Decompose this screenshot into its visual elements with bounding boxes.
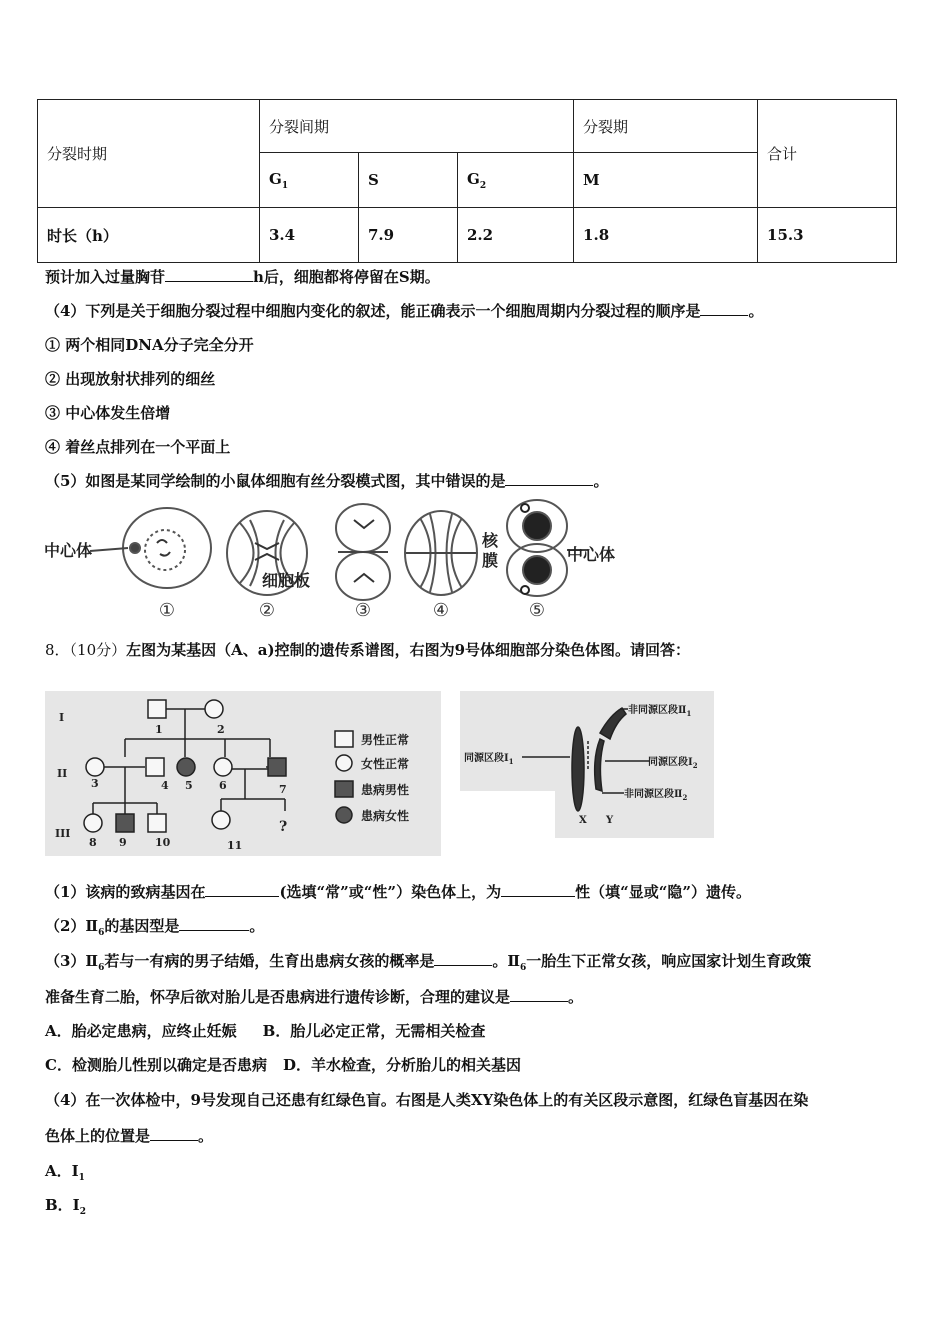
label-centrosome-left: 中心体 — [44, 541, 93, 560]
q8-3-options-ab: A．胎必定患病，应终止妊娠 B．胎儿必定正常，无需相关检查 — [45, 1022, 486, 1040]
table-cell: 1.8 — [574, 208, 758, 263]
q8-4-line1: （4）在一次体检中，9号发现自己还患有红绿色盲。右图是人类XY染色体上的有关区段示意图，红绿色盲基因在染 — [45, 1091, 809, 1109]
q4-option: ② 出现放射状排列的细丝 — [45, 370, 216, 388]
pedigree-id: ? — [279, 819, 288, 835]
table-cell: 15.3 — [758, 208, 897, 263]
label-nonhom-top: 非同源区段$Ⅱ_1$ — [628, 705, 692, 718]
label-homologous: 同源区段$Ⅰ_1$ — [464, 753, 514, 766]
pedigree-id: 6 — [219, 779, 227, 792]
cell-cycle-table — [37, 99, 897, 263]
pedigree-id: 8 — [89, 836, 97, 849]
fig-number: ④ — [432, 600, 450, 621]
table-phase-s: S — [359, 153, 458, 208]
legend-label: 患病男性 — [361, 783, 410, 797]
cell-3 — [336, 504, 390, 600]
legend-label: 女性正常 — [361, 757, 410, 771]
q8-4-option-b: B．$I_2$ — [45, 1196, 86, 1217]
gen-label: III — [55, 827, 71, 840]
chromosome-x: X — [579, 815, 587, 826]
cell-4 — [405, 511, 477, 595]
pedigree-id: 9 — [119, 836, 127, 849]
legend-label: 患病女性 — [361, 809, 410, 823]
q8-1: （1）该病的致病基因在 (选填“常”或“性”）染色体上，为 性（填“显或“隐”）遗传。 — [45, 883, 751, 901]
q8-stem: 8．（10分）左图为某基因（A、a)控制的遗传系谱图，右图为9号体细胞部分染色体图。请回答： — [45, 641, 691, 659]
fig-number: ① — [158, 600, 176, 621]
cell-5 — [507, 500, 567, 596]
table-header-total: 合计 — [758, 100, 897, 208]
pedigree-figure — [45, 691, 441, 856]
xy-chromosome-figure — [460, 691, 714, 838]
q8-3-line2: 准备生育二胎，怀孕后欲对胎儿是否患病进行遗传诊断，合理的建议是 。 — [45, 988, 584, 1006]
chromosome-y: Y — [606, 815, 614, 826]
label-nuclear-membrane-2: 膜 — [482, 551, 499, 570]
table-header-mitotic: 分裂期 — [574, 100, 758, 153]
pedigree-id: 10 — [155, 836, 171, 849]
mitosis-figure — [40, 498, 630, 623]
fig-number: ② — [258, 600, 276, 621]
gen-label: I — [59, 711, 65, 724]
fig-number: ⑤ — [528, 600, 546, 621]
table-duration-label: 时长（h） — [38, 208, 260, 263]
q4-option: ① 两个相同DNA分子完全分开 — [45, 336, 254, 354]
pedigree-id: 3 — [91, 777, 99, 790]
q8-3-options-cd: C．检测胎儿性别以确定是否患病 D．羊水检查，分析胎儿的相关基因 — [45, 1056, 521, 1074]
fig-number: ③ — [354, 600, 372, 621]
label-i2: 同源区段$Ⅰ_2$ — [648, 757, 698, 770]
table-header-phase: 分裂时期 — [38, 100, 260, 208]
table-phase-g1: $G_1$ — [260, 153, 359, 208]
q5-stem: （5）如图是某同学绘制的小鼠体细胞有丝分裂模式图，其中错误的是 。 — [45, 472, 609, 490]
cell-1 — [123, 508, 211, 588]
q8-4-option-a: A．$I_1$ — [45, 1162, 85, 1183]
q8-4-line2: 色体上的位置是 。 — [45, 1127, 214, 1145]
pedigree-id: 1 — [155, 723, 163, 736]
table-cell: 3.4 — [260, 208, 359, 263]
pedigree-id: 5 — [185, 779, 193, 792]
pedigree-id: 7 — [279, 783, 287, 796]
label-centrosome-right: 中心体 — [567, 545, 616, 564]
table-phase-g2: $G_2$ — [458, 153, 574, 208]
q8-2: $(2)Ⅱ_6$的基因型是 。 — [45, 917, 265, 938]
pedigree-id: 4 — [161, 779, 169, 792]
label-ii2: 非同源区段$Ⅱ_2$ — [624, 789, 688, 802]
q8-3-line1: $(3)Ⅱ_6$若与一有病的男子结婚，生育出患病女孩的概率是 。$Ⅱ_6$一胎生下正常女孩，响应国家计划生育政策 — [45, 952, 812, 973]
table-cell: 7.9 — [359, 208, 458, 263]
table-phase-m: M — [574, 153, 758, 208]
q4-stem: （4）下列是关于细胞分裂过程中细胞内变化的叙述，能正确表示一个细胞周期内分裂过程的顺序是 。 — [45, 302, 764, 320]
table-cell: 2.2 — [458, 208, 574, 263]
q4-option: ③ 中心体发生倍增 — [45, 404, 171, 422]
q3-tail: 预计加入过量胸苷 h后，细胞都将停留在S期。 — [45, 268, 440, 286]
q4-option: ④ 着丝点排列在一个平面上 — [45, 438, 231, 456]
label-nuclear-membrane-1: 核 — [482, 531, 499, 550]
table-header-interphase: 分裂间期 — [260, 100, 574, 153]
label-cell-plate: 细胞板 — [262, 571, 311, 590]
pedigree-id: 11 — [227, 839, 243, 852]
pedigree-id: 2 — [217, 723, 225, 736]
legend-label: 男性正常 — [361, 733, 410, 747]
gen-label: II — [57, 767, 68, 780]
